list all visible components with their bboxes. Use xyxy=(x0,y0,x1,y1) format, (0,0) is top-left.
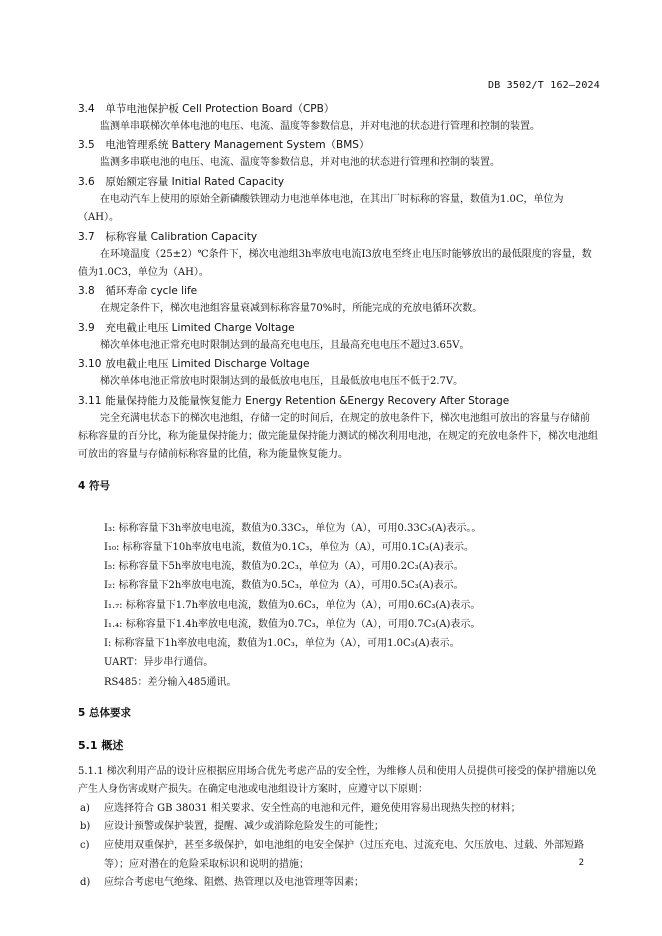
term-definition: 监测单串联梯次单体电池的电压、电流、温度等参数信息，并对电池的状态进行管理和控制的装置。 xyxy=(100,121,540,132)
term-definition: 在环境温度（25±2）℃条件下，梯次电池组3h率放电电流I3放电至终止电压时能够放出的最低限度的容量，数值为1.0C3，单位为（AH）。 xyxy=(78,248,592,279)
term-number: 3.5 xyxy=(78,139,95,152)
term-title: 电池管理系统 Battery Management System（BMS） xyxy=(105,139,370,152)
term-number: 3.10 xyxy=(78,358,102,371)
list-item xyxy=(78,837,598,874)
list-item xyxy=(78,800,598,819)
symbol-item: I₁.₇: 标称容量下1.7h率放电电流，数值为0.6C₃，单位为（A），可用0.6C₃(A)表示。 xyxy=(104,599,481,611)
section-5-1-heading: 5.1 概述 xyxy=(78,738,124,752)
symbol-item: I₁₀: 标称容量下10h率放电电流，数值为0.1C₃，单位为（A），可用0.1C₃(A)表示。 xyxy=(104,542,475,554)
list-text: 应选择符合 GB 38031 相关要求、安全性高的电池和元件，避免使用容易出现热失控的材料； xyxy=(104,802,521,814)
term-number: 3.4 xyxy=(78,103,95,115)
term-3-6 xyxy=(78,173,598,228)
term-definition: 梯次单体电池正常充电时限制达到的最高充电电压，且最高充电电压不超过3.65V。 xyxy=(100,339,470,351)
term-definition: 监测多串联电池的电压、电流、温度等参数信息，并对电池的状态进行管理和控制的装置。 xyxy=(100,157,500,169)
term-number: 3.11 xyxy=(78,394,102,407)
term-title: 充电截止电压 Limited Charge Voltage xyxy=(105,321,295,334)
term-number: 3.7 xyxy=(78,230,95,243)
term-definition: 完全充满电状态下的梯次电池组，存储一定的时间后，在规定的放电条件下，梯次电池组可放出的容量与存储前标称容量的百分比，称为能量保持能力；做完能量保持能力测试的梯次利用电池，在规定的充放电条件下，梯次电池组可放出的容量与存储前标称容量的比值，称为能量恢复能力。 xyxy=(78,412,598,461)
term-3-9 xyxy=(78,319,598,355)
term-title: 原始额定容量 Initial Rated Capacity xyxy=(105,175,285,188)
list-text: 应使用双重保护，甚至多级保护，如电池组的电安全保护（过压充电、过流充电、欠压放电、过载、外部短路等）；应对潜在的危险采取标识和说明的措施； xyxy=(104,840,584,870)
symbol-item: I₁.₄: 标称容量下1.4h率放电电流，数值为0.7C₃，单位为（A），可用0.7C₃(A)表示。 xyxy=(104,618,481,630)
term-number: 3.8 xyxy=(78,285,95,298)
list-item xyxy=(78,874,598,893)
symbol-list xyxy=(78,519,598,692)
clause-5-1-1: 5.1.1 梯次利用产品的设计应根据应用场合优先考虑产品的安全性，为维修人员和使用人员提供可接受的保护措施以免产生人身伤害或财产损失。在确定电池或电池组设计方案时，应遵守以下原则： xyxy=(78,765,597,796)
list-marker: a) xyxy=(80,802,90,814)
list-marker: c) xyxy=(80,840,90,852)
term-3-10 xyxy=(78,355,598,391)
term-title: 标称容量 Calibration Capacity xyxy=(105,230,258,243)
list-text: 应综合考虑电气绝缘、阻燃、热管理以及电池管理等因素； xyxy=(104,877,364,889)
list-marker: b) xyxy=(80,821,91,833)
list-marker: d) xyxy=(80,877,91,889)
list-text: 应设计预警或保护装置，提醒、减少或消除危险发生的可能性； xyxy=(104,821,384,833)
section-5-heading: 5 总体要求 xyxy=(78,706,131,719)
term-title: 能量保持能力及能量恢复能力 Energy Retention &Energy Recovery After Storage xyxy=(105,394,510,407)
term-3-4 xyxy=(78,100,598,136)
document-id: DB 3502/T 162—2024 xyxy=(488,80,600,91)
page-number: 2 xyxy=(578,858,584,868)
term-3-11 xyxy=(78,392,598,465)
principle-list xyxy=(78,800,598,893)
term-number: 3.6 xyxy=(78,175,95,188)
term-3-8 xyxy=(78,282,598,318)
symbol-item: I₂: 标称容量下2h率放电电流，数值为0.5C₃，单位为（A），可用0.5C₃(A)表示。 xyxy=(104,580,464,592)
symbol-item: I: 标称容量下1h率放电电流，数值为1.0C₃，单位为（A），可用1.0C₃(A)表示。 xyxy=(104,638,460,650)
term-definition: 在电动汽车上使用的原始全新磷酸铁锂动力电池单体电池，在其出厂时标称的容量，数值为1.0C，单位为（AH）。 xyxy=(78,193,564,224)
symbol-item: RS485：差分输入485通讯。 xyxy=(104,676,237,688)
list-item xyxy=(78,818,598,837)
page-content xyxy=(78,100,598,893)
term-number: 3.9 xyxy=(78,321,95,334)
term-title: 单节电池保护板 Cell Protection Board（CPB） xyxy=(105,103,335,115)
term-title: 循环寿命 cycle life xyxy=(105,285,198,298)
section-4-heading: 4 符号 xyxy=(78,479,110,492)
symbol-item: I₃: 标称容量下3h率放电电流，数值为0.33C₃，单位为（A），可用0.33C₃(A)表示。。 xyxy=(104,522,482,534)
symbol-item: I₅: 标称容量下5h率放电电流，数值为0.2C₃，单位为（A），可用0.2C₃(A)表示。 xyxy=(104,561,464,573)
term-definition: 在规定条件下，梯次电池组容量衰减到标称容量70%时，所能完成的充放电循环次数。 xyxy=(100,303,483,315)
term-3-5 xyxy=(78,136,598,172)
term-definition: 梯次单体电池正常放电时限制达到的最低放电电压，且最低放电电压不低于2.7V。 xyxy=(100,376,464,388)
term-3-7 xyxy=(78,228,598,283)
symbol-item: UART：异步串行通信。 xyxy=(104,657,214,669)
term-title: 放电截止电压 Limited Discharge Voltage xyxy=(105,358,310,371)
